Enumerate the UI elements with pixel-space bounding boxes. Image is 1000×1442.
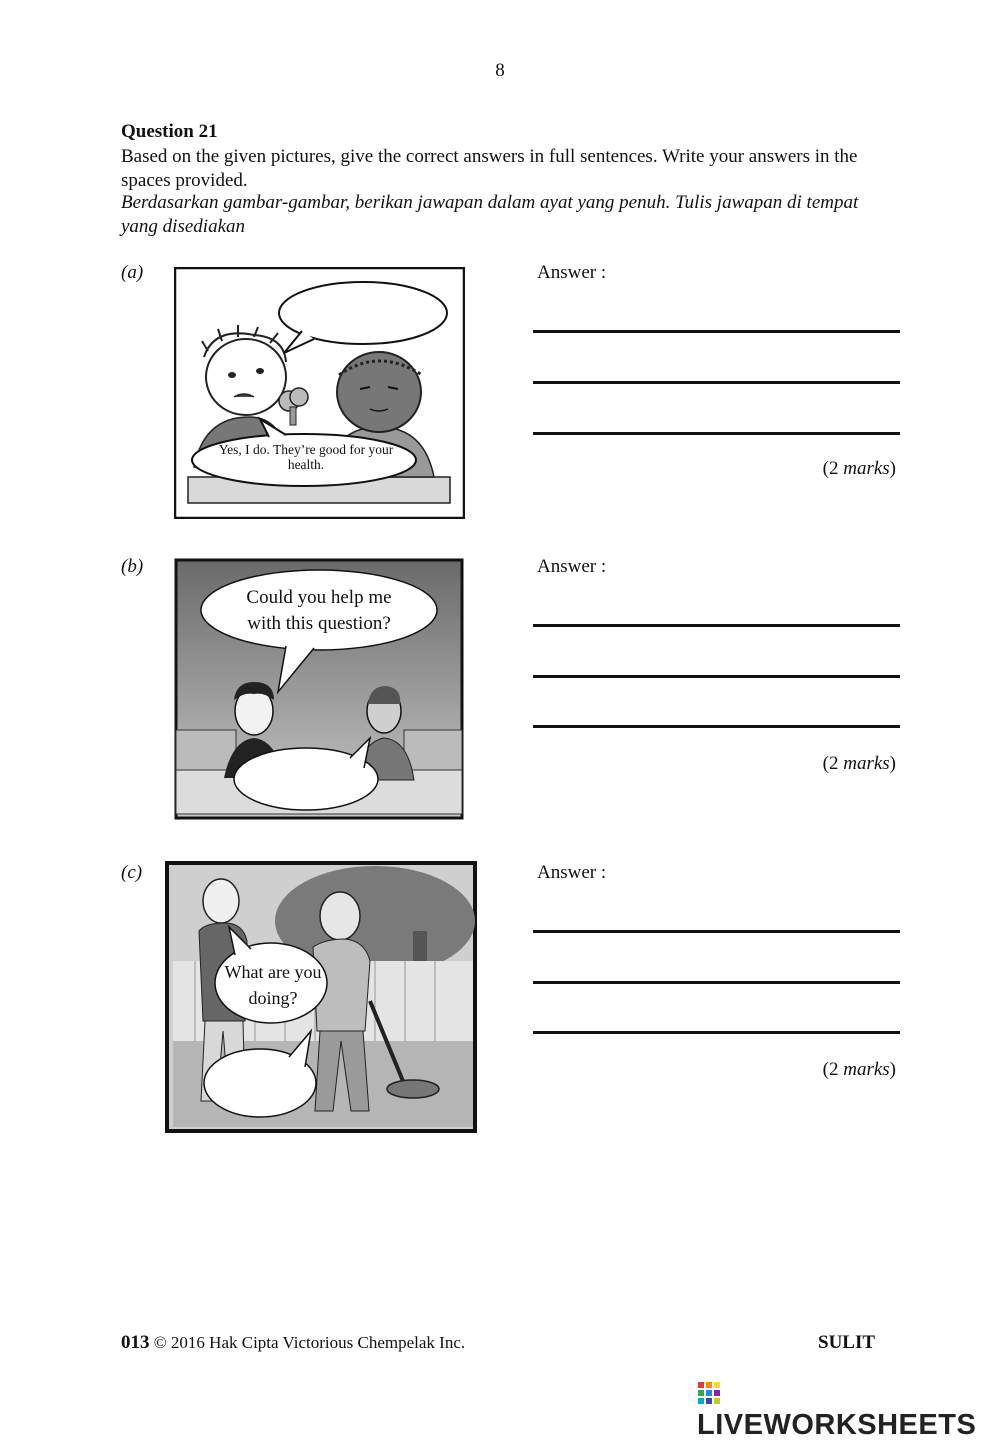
part-b-answer-line-1[interactable]: [533, 624, 900, 627]
footer-code: 013: [121, 1332, 150, 1353]
part-c-marks: (2 marks): [822, 1059, 896, 1080]
part-b-bubble-text: Could you help me with this question?: [246, 587, 392, 634]
liveworksheets-logo-icon: [697, 1381, 721, 1405]
part-b-answer-label: Answer :: [537, 556, 607, 577]
part-c-answer-line-3[interactable]: [533, 1031, 900, 1034]
part-b-marks: (2 marks): [822, 753, 896, 774]
part-a-picture: [174, 267, 465, 519]
part-a-answer-line-3[interactable]: [533, 432, 900, 435]
liveworksheets-watermark: LIVEWORKSHEETS: [697, 1376, 1000, 1442]
part-a-label: (a): [121, 262, 144, 283]
part-c-label: (c): [121, 862, 143, 883]
part-c-bubble-text: What are you doing?: [224, 962, 322, 1008]
instruction-english: Based on the given pictures, give the correct answers in full sentences. Write your answers in the spaces provided.: [121, 146, 858, 191]
part-a-answer-line-1[interactable]: [533, 330, 900, 333]
part-b-answer-line-3[interactable]: [533, 725, 900, 728]
part-c-picture: [165, 861, 480, 1136]
part-a-answer-label: Answer :: [537, 262, 607, 283]
footer-classification: SULIT: [818, 1332, 876, 1353]
part-c-answer-line-2[interactable]: [533, 981, 900, 984]
part-a-bubble-text: Yes, I do. They’re good for your health.: [218, 442, 394, 472]
part-c-answer-line-1[interactable]: [533, 930, 900, 933]
part-b-label: (b): [121, 556, 144, 577]
part-a-marks: (2 marks): [822, 458, 896, 479]
part-a-answer-line-2[interactable]: [533, 381, 900, 384]
instruction-malay: Berdasarkan gambar-gambar, berikan jawapan dalam ayat yang penuh. Tulis jawapan di tempat yang disediakan: [121, 192, 859, 237]
page-number: 8: [495, 60, 505, 81]
part-b-picture: [174, 558, 466, 822]
footer-copyright: 013 © 2016 Hak Cipta Victorious Chempelak Inc.: [121, 1332, 466, 1353]
part-b-answer-line-2[interactable]: [533, 675, 900, 678]
part-c-answer-label: Answer :: [537, 862, 607, 883]
question-title: Question 21: [121, 121, 218, 142]
